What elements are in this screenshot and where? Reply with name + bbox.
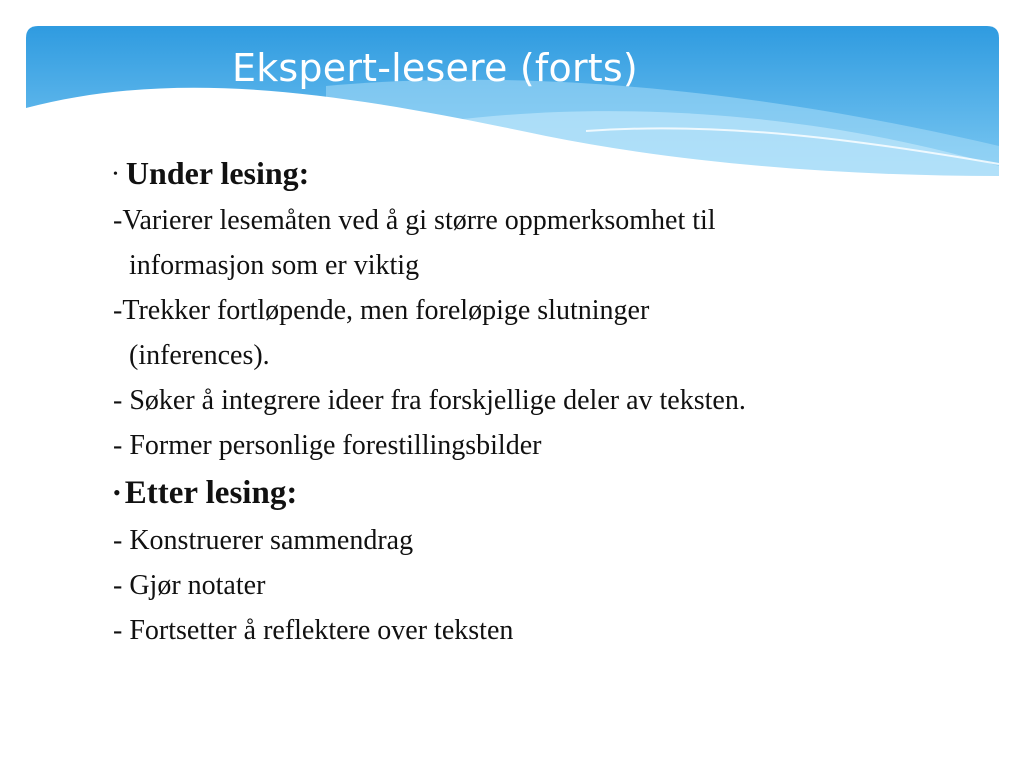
body-line: -Trekker fortløpende, men foreløpige slutninger bbox=[113, 295, 650, 326]
section-heading bbox=[113, 468, 1003, 518]
slide-title: Ekspert-lesere (forts) bbox=[232, 46, 638, 90]
bullet-icon: • bbox=[113, 480, 121, 506]
body-line: (inferences). bbox=[129, 340, 270, 371]
body-line: informasjon som er viktig bbox=[129, 250, 420, 281]
slide-body bbox=[113, 148, 1003, 653]
body-line: - Gjør notater bbox=[113, 570, 266, 601]
body-line: - Fortsetter å reflektere over teksten bbox=[113, 615, 514, 646]
section-heading-text: Etter lesing: bbox=[124, 475, 298, 511]
section-heading bbox=[113, 148, 1003, 198]
body-line: - Former personlige forestillingsbilder bbox=[113, 430, 542, 461]
bullet-icon: • bbox=[113, 166, 118, 182]
body-line: -Varierer lesemåten ved å gi større oppmerksomhet til bbox=[113, 205, 716, 236]
body-line: - Søker å integrere ideer fra forskjellige deler av teksten. bbox=[113, 385, 746, 416]
section-heading-text: Under lesing: bbox=[125, 155, 310, 191]
body-line: - Konstruerer sammendrag bbox=[113, 525, 414, 556]
